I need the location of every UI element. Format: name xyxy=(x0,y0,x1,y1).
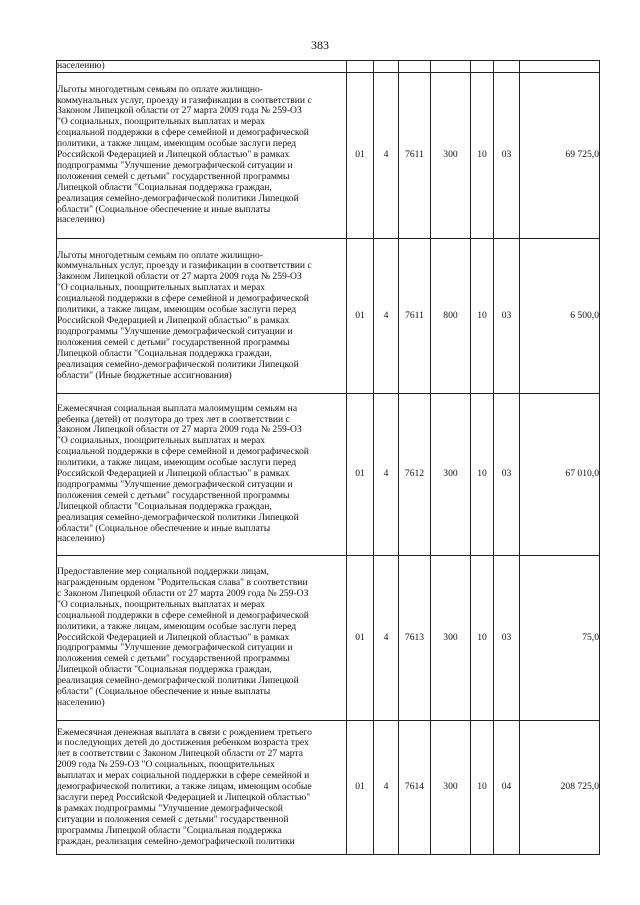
code-cell-6: 03 xyxy=(494,73,520,239)
code-cell-6: 04 xyxy=(494,721,520,855)
row-description: Льготы многодетным семьям по оплате жилищно- коммунальных услуг, проезду и газификации в соответствии с Законом Липецкой области от 27 марта 2009 года № 259-ОЗ "О социальных, поощрительных выплатах и мерах социальной поддержки в сфере семейной и демографической политики, а также лицам, имеющим особые заслуги перед Российской Федерацией и Липецкой областью" в рамках подпрограммы "Улучшение демографической ситуации и положения семей с детьми" государственной программы Липецкой области "Социальная поддержка граждан, реализация семейно-демографической политики Липецкой области" (Иные бюджетные ассигнования) xyxy=(57,239,347,394)
amount-cell: 6 500,0 xyxy=(520,239,600,394)
code-cell-4: 300 xyxy=(431,73,471,239)
code-cell-5: 10 xyxy=(471,721,494,855)
table-row xyxy=(57,73,600,239)
code-cell-5: 10 xyxy=(471,73,494,239)
table-row xyxy=(57,721,600,855)
code-cell-4 xyxy=(431,61,471,73)
code-cell-2: 4 xyxy=(374,239,399,394)
code-cell-6: 03 xyxy=(494,556,520,721)
code-cell-5: 10 xyxy=(471,239,494,394)
code-cell-3: 7612 xyxy=(399,394,431,556)
row-description: населению) xyxy=(57,61,347,73)
code-cell-6: 03 xyxy=(494,394,520,556)
row-description: Ежемесячная денежная выплата в связи с рождением третьего и последующих детей до достижения ребенком возраста трех лет в соответствии с Законом Липецкой области от 27 марта 2009 года № 259-ОЗ "О социальных, поощрительных выплатах и мерах социальной поддержки в сфере семейной и демографической политики, а также лицам, имеющим особые заслуги перед Российской Федерацией и Липецкой областью" в рамках подпрограммы "Улучшение демографической ситуации и положения семей с детьми" государственной программы Липецкой области "Социальная поддержка граждан, реализация семейно-демографической политики xyxy=(57,721,347,855)
amount-cell: 67 010,0 xyxy=(520,394,600,556)
code-cell-3: 7614 xyxy=(399,721,431,855)
page-number: 383 xyxy=(311,38,329,52)
code-cell-4: 300 xyxy=(431,556,471,721)
code-cell-3: 7611 xyxy=(399,73,431,239)
table-row xyxy=(57,394,600,556)
code-cell-4: 300 xyxy=(431,394,471,556)
table-row xyxy=(57,556,600,721)
code-cell-5: 10 xyxy=(471,394,494,556)
amount-cell: 69 725,0 xyxy=(520,73,600,239)
code-cell-1: 01 xyxy=(347,556,374,721)
code-cell-2: 4 xyxy=(374,721,399,855)
row-description: Льготы многодетным семьям по оплате жилищно- коммунальных услуг, проезду и газификации в соответствии с Законом Липецкой области от 27 марта 2009 года № 259-ОЗ "О социальных, поощрительных выплатах и мерах социальной поддержки в сфере семейной и демографической политики, а также лицам, имеющим особые заслуги перед Российской Федерацией и Липецкой областью" в рамках подпрограммы "Улучшение демографической ситуации и положения семей с детьми" государственной программы Липецкой области "Социальная поддержка граждан, реализация семейно-демографической политики Липецкой области" (Социальное обеспечение и иные выплаты населению) xyxy=(57,73,347,239)
code-cell-2: 4 xyxy=(374,394,399,556)
amount-cell: 75,0 xyxy=(520,556,600,721)
amount-cell: 208 725,0 xyxy=(520,721,600,855)
code-cell-2: 4 xyxy=(374,73,399,239)
table-row xyxy=(57,239,600,394)
code-cell-3: 7611 xyxy=(399,239,431,394)
row-description: Предоставление мер социальной поддержки лицам, награжденным орденом "Родительская слава" в соответствии с Законом Липецкой области от 27 марта 2009 года № 259-ОЗ "О социальных, поощрительных выплатах и мерах социальной поддержки в сфере семейной и демографической политики, а также лицам, имеющим особые заслуги перед Российской Федерацией и Липецкой областью" в рамках подпрограммы "Улучшение демографической ситуации и положения семей с детьми" государственной программы Липецкой области "Социальная поддержка граждан, реализация семейно-демографической политики Липецкой области" (Социальное обеспечение и иные выплаты населению) xyxy=(57,556,347,721)
code-cell-1: 01 xyxy=(347,721,374,855)
code-cell-1: 01 xyxy=(347,73,374,239)
code-cell-3: 7613 xyxy=(399,556,431,721)
code-cell-5 xyxy=(471,61,494,73)
code-cell-1 xyxy=(347,61,374,73)
code-cell-3 xyxy=(399,61,431,73)
code-cell-6 xyxy=(494,61,520,73)
code-cell-4: 800 xyxy=(431,239,471,394)
code-cell-6: 03 xyxy=(494,239,520,394)
code-cell-5: 10 xyxy=(471,556,494,721)
amount-cell xyxy=(520,61,600,73)
code-cell-2: 4 xyxy=(374,556,399,721)
code-cell-4: 300 xyxy=(431,721,471,855)
code-cell-2 xyxy=(374,61,399,73)
code-cell-1: 01 xyxy=(347,394,374,556)
table-row xyxy=(57,61,600,73)
code-cell-1: 01 xyxy=(347,239,374,394)
budget-table xyxy=(56,60,600,855)
row-description: Ежемесячная социальная выплата малоимущим семьям на ребенка (детей) от полутора до трех лет в соответствии с Законом Липецкой области от 27 марта 2009 года № 259-ОЗ "О социальных, поощрительных выплатах и мерах социальной поддержки в сфере семейной и демографической политики, а также лицам, имеющим особые заслуги перед Российской Федерацией и Липецкой областью" в рамках подпрограммы "Улучшение демографической ситуации и положения семей с детьми" государственной программы Липецкой области "Социальная поддержка граждан, реализация семейно-демографической политики Липецкой области" (Социальное обеспечение и иные выплаты населению) xyxy=(57,394,347,556)
